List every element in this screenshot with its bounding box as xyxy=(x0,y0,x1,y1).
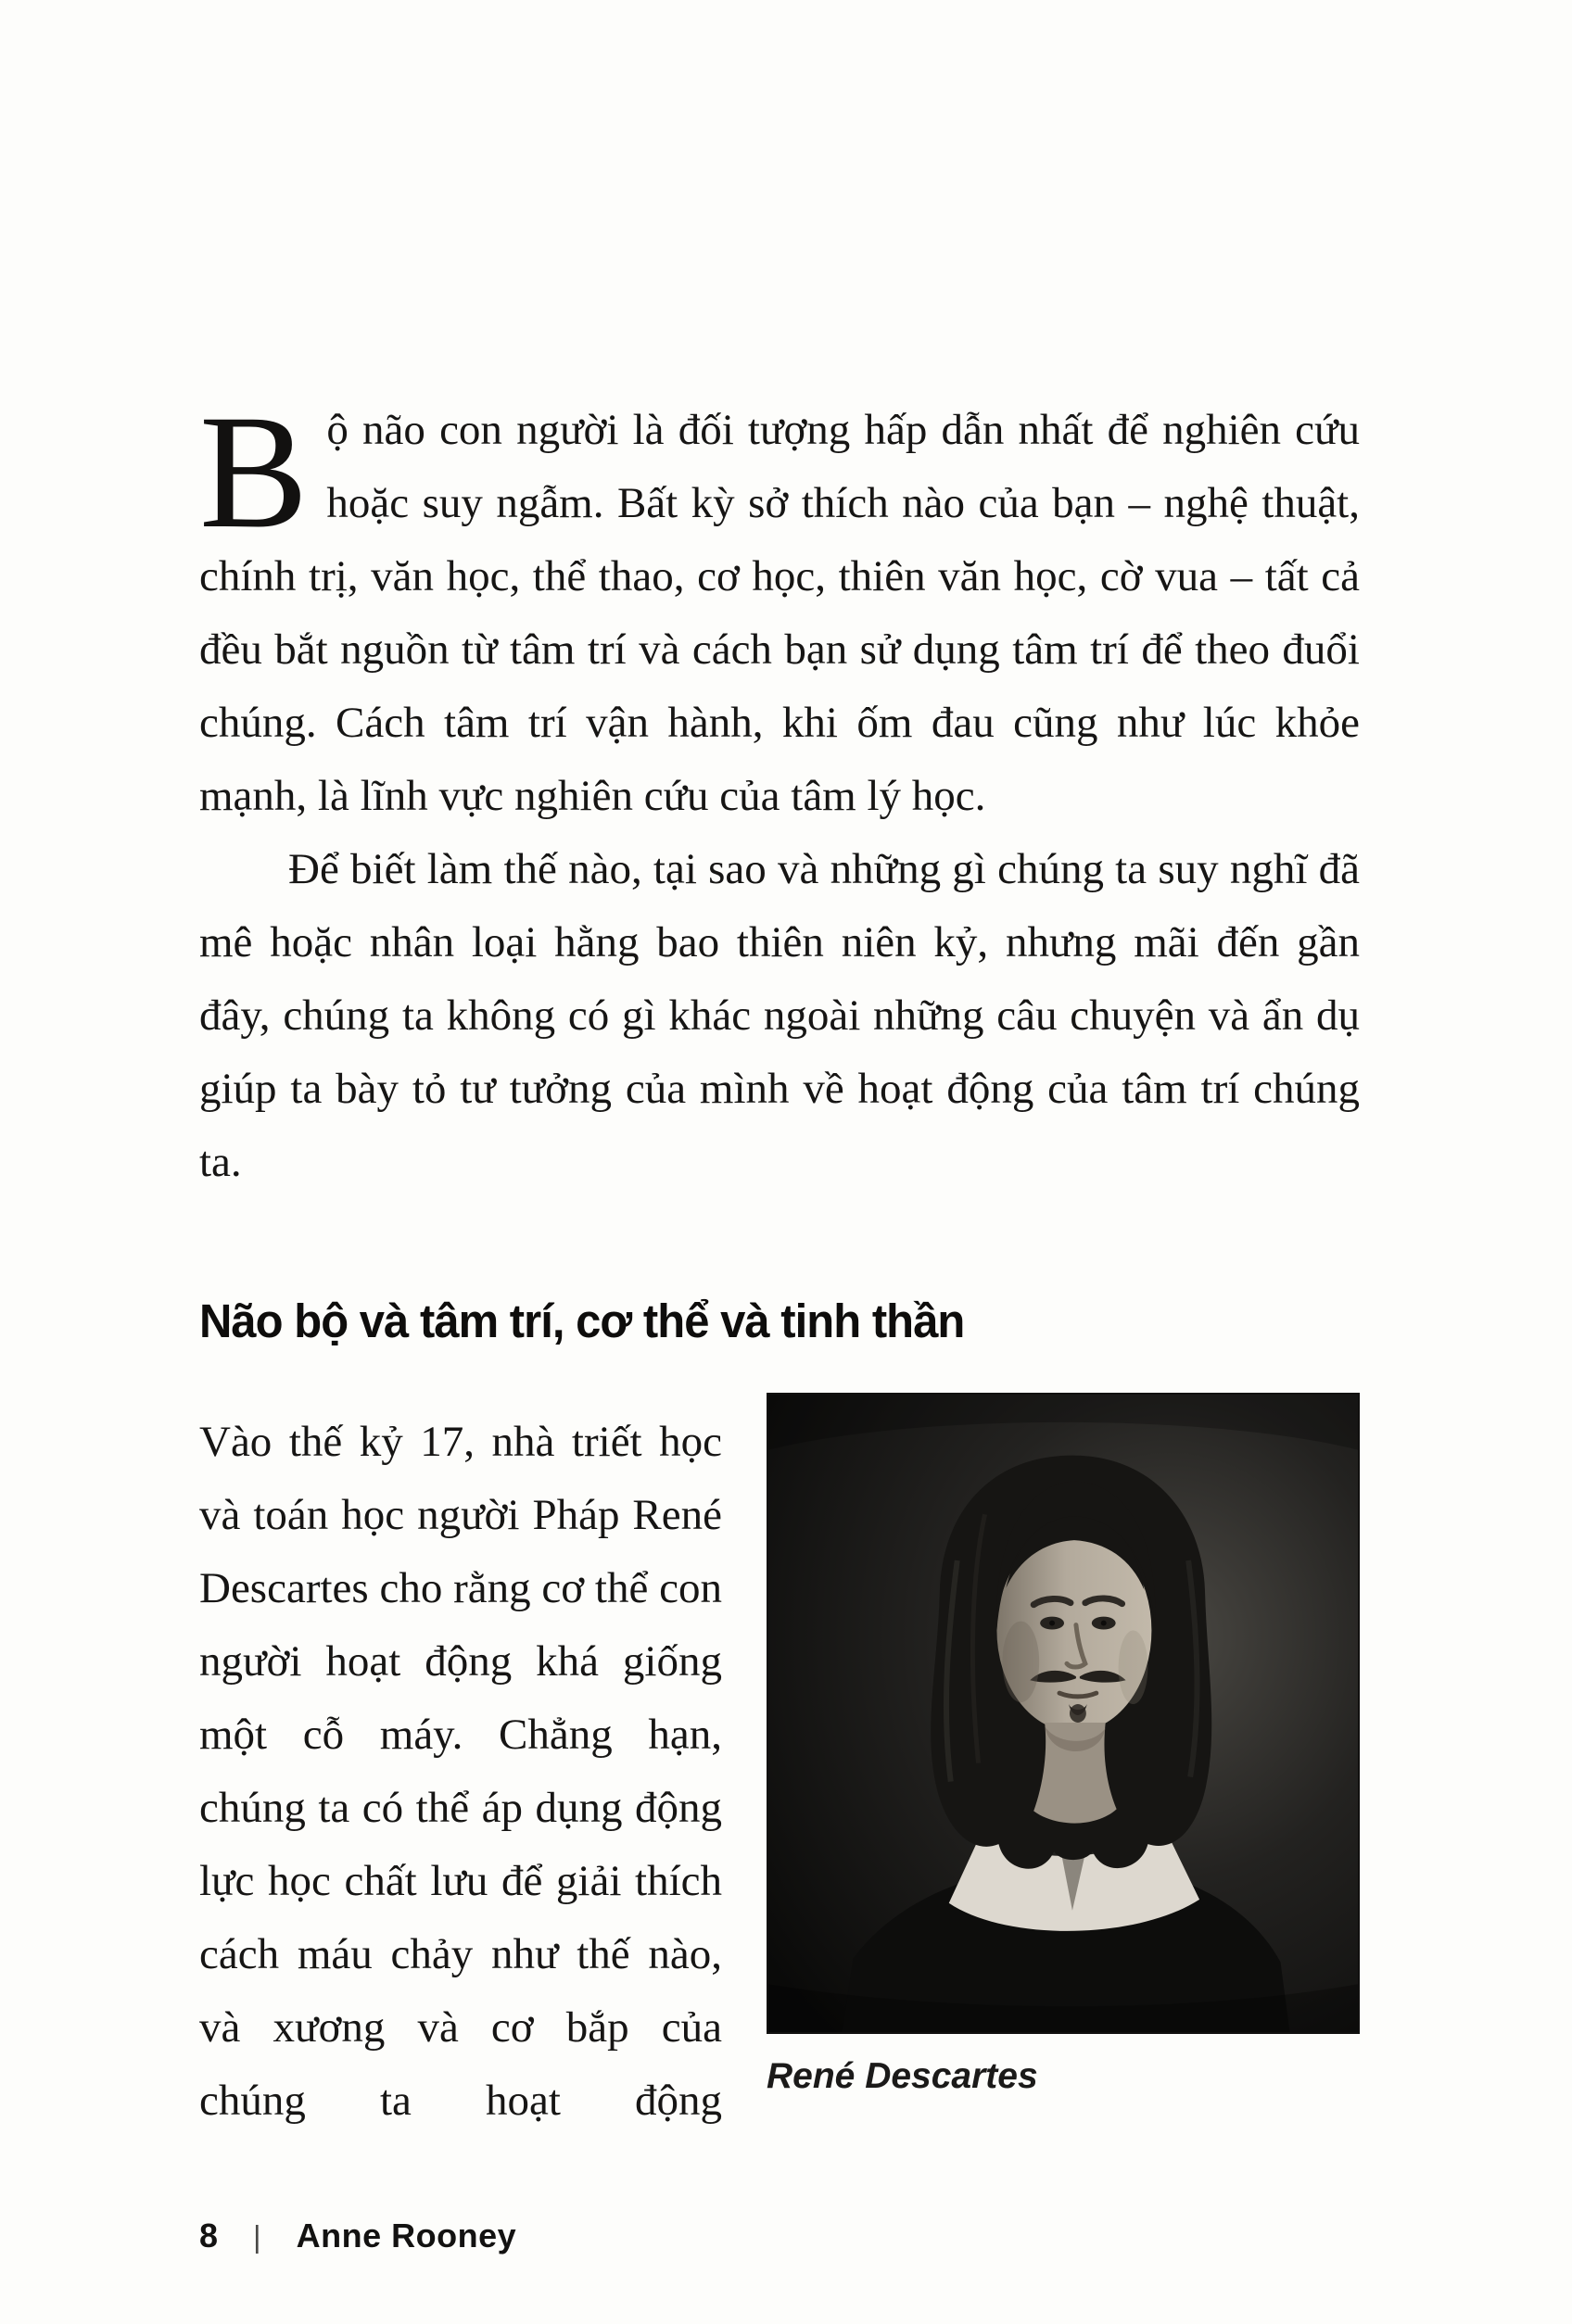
intro-paragraph-1-text: ộ não con người là đối tượng hấp dẫn nhất để nghiên cứu hoặc suy ngẫm. Bất kỳ sở thích nào của bạn – nghệ thuật, chính trị, văn học, thể thao, cơ học, thiên văn học, cờ vua – tất cả đều bắt nguồn từ tâm trí và cách bạn sử dụng tâm trí để theo đuổi chúng. Cách tâm trí vận hành, khi ốm đau cũng như lúc khỏe mạnh, là lĩnh vực nghiên cứu của tâm lý học. xyxy=(199,406,1360,820)
drop-cap: B xyxy=(199,382,309,562)
figure xyxy=(767,1393,1360,2097)
figure-caption: René Descartes xyxy=(767,2056,1038,2096)
section-body xyxy=(199,1406,1360,2138)
author-name: Anne Rooney xyxy=(296,2217,517,2255)
page-footer xyxy=(199,2217,516,2255)
portrait-illustration xyxy=(768,1395,1358,2032)
intro-paragraph-2: Để biết làm thế nào, tại sao và những gì chúng ta suy nghĩ đã mê hoặc nhân loại hằng bao thiên niên kỷ, nhưng mãi đến gần đây, chúng ta không có gì khác ngoài những câu chuyện và ẩn dụ giúp ta bày tỏ tư tưởng của mình về hoạt động của tâm trí chúng ta. xyxy=(199,845,1360,1186)
footer-separator: | xyxy=(253,2219,261,2254)
section-paragraph: Vào thế kỷ 17, nhà triết học và toán học người Pháp René Descartes cho rằng cơ thể con người hoạt động khá giống một cỗ máy. Chẳng hạn, chúng ta có thể áp dụng động lực học chất lưu để giải thích cách máu chảy như thế nào, và xương và cơ bắp của chúng ta hoạt động xyxy=(199,1418,722,2125)
page-content xyxy=(199,382,1360,2138)
page-number: 8 xyxy=(199,2217,219,2255)
intro-paragraph-1 xyxy=(199,382,1360,833)
rene-descartes-portrait xyxy=(767,1393,1360,2034)
section-heading: Não bộ và tâm trí, cơ thể và tinh thần xyxy=(199,1295,965,1347)
